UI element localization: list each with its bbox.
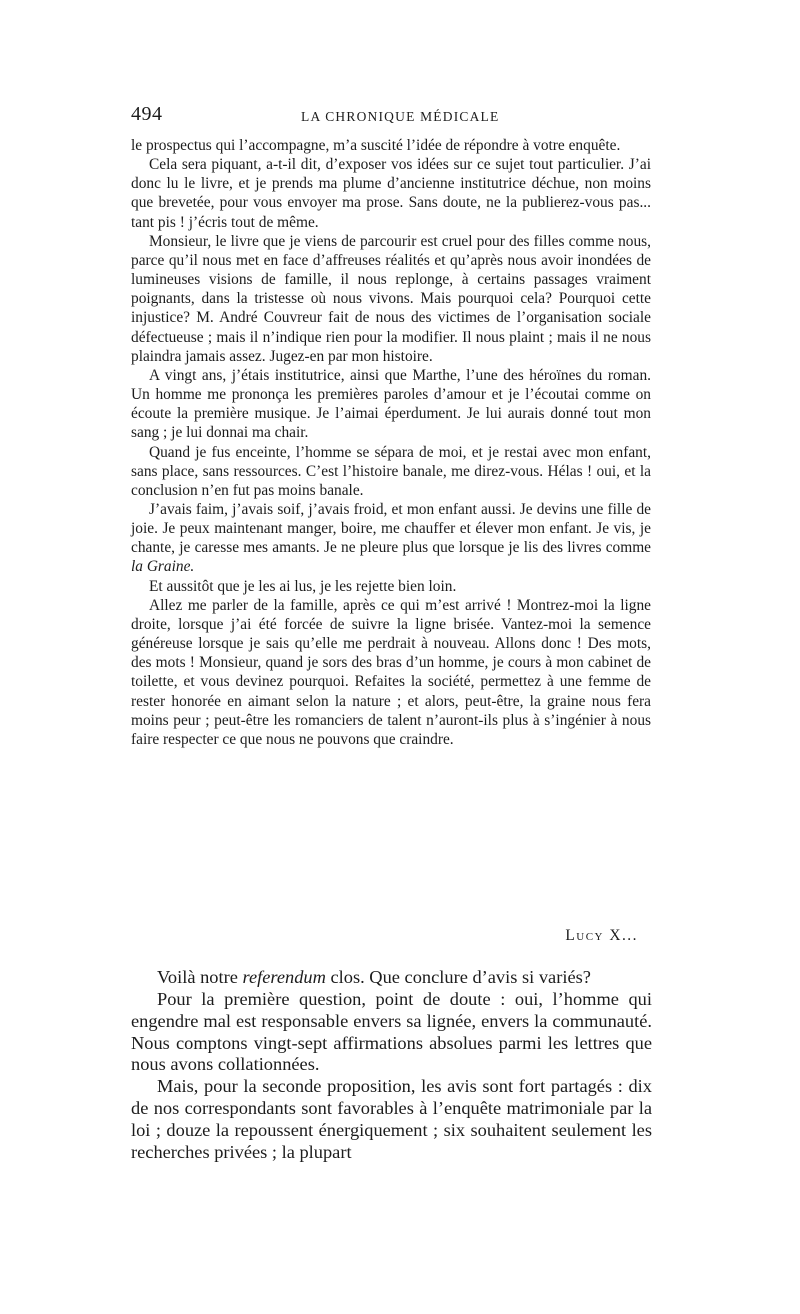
commentary-paragraph: Mais, pour la seconde proposition, les avis sont fort partagés : dix de nos correspondants sont favorables à l’enquête matrimoniale par la loi ; douze la repoussent énergiquement ; six souhaitent seulement les recherches privées ; la plupart — [131, 1076, 652, 1162]
letter-paragraph — [131, 500, 651, 577]
signature-name: Lucy — [565, 927, 604, 944]
commentary-text: Voilà notre — [157, 967, 243, 987]
editorial-commentary — [131, 967, 652, 1164]
letter-paragraph: Quand je fus enceinte, l’homme se sépara de moi, et je restai avec mon enfant, sans place, sans ressources. C’est l’histoire banale, me direz-vous. Hélas ! oui, et la conclusion n’en fut pas moins banale. — [131, 443, 651, 499]
commentary-paragraph — [131, 967, 652, 989]
commentary-paragraph: Pour la première question, point de doute : oui, l’homme qui engendre mal est responsable envers sa lignée, envers la communauté. Nous comptons vingt-sept affirmations absolues parmi les lettres que nous avons collationnées. — [131, 988, 652, 1075]
letter-paragraph: le prospectus qui l’accompagne, m’a suscité l’idée de répondre à votre enquête. — [131, 137, 621, 154]
reader-letter — [131, 136, 651, 749]
book-title: la Graine. — [131, 558, 195, 576]
letter-signature — [565, 927, 638, 945]
commentary-text: clos. Que conclure d’avis si variés? — [325, 967, 591, 987]
letter-paragraph: Allez me parler de la famille, après ce qui m’est arrivé ! Montrez-moi la ligne droite, lorsque j’ai été forcée de suivre la ligne brisée. Vantez-moi la semence généreuse lorsque je sais qu’elle me perdrait à nouveau. Allons donc ! Des mots, des mots ! Monsieur, quand je sors des bras d’un homme, je cours à mon cabinet de toilette, et vous devinez pourquoi. Refaites la société, permettez à une femme de rester honorée en aimant selon la nature ; et alors, peut-être, la graine nous fera moins peur ; peut-être les romanciers de talent n’auront-ils plus à s’ingénier à nous faire respecter ce que nous ne pouvons que craindre. — [131, 596, 651, 748]
letter-paragraph: Et aussitôt que je les ai lus, je les rejette bien loin. — [149, 577, 457, 595]
referendum-term: referendum — [242, 967, 326, 987]
signature-initial: X... — [603, 927, 638, 944]
letter-paragraph-text: J’avais faim, j’avais soif, j’avais froid, et mon enfant aussi. Je devins une fille de joie. Je peux maintenant manger, boire, me chauffer et élever mon enfant. Je vis, je chante, je caresse mes amants. Je ne pleure plus que lorsque je lis des livres comme — [131, 500, 651, 557]
running-title: LA CHRONIQUE MÉDICALE — [301, 109, 500, 124]
letter-paragraph: A vingt ans, j’étais institutrice, ainsi que Marthe, l’une des héroïnes du roman. Un homme me prononça les premières paroles d’amour et je l’écoutai comme on écoute la première musique. Je l’aimai éperdument. Je lui aurais donné tout mon sang ; je lui donnai ma chair. — [131, 366, 651, 442]
page-number: 494 — [131, 103, 163, 125]
letter-paragraph: Monsieur, le livre que je viens de parcourir est cruel pour des filles comme nous, parce qu’il nous met en face d’affreuses réalités et qu’après nous avoir inondées de lumineuses visions de famille, il nous replonge, à certains passages vraiment poignants, dans la tristesse où nous vivons. Mais pourquoi cela? Pourquoi cette injustice? M. André Couvreur fait de nous des victimes de l’organisation sociale défectueuse ; mais il n’indique rien pour la modifier. Il nous plaint ; mais il ne nous plaindra jamais assez. Jugez-en par mon histoire. — [131, 232, 651, 365]
page-header — [131, 103, 651, 131]
letter-paragraph: Cela sera piquant, a-t-il dit, d’exposer vos idées sur ce sujet tout particulier. J’ai donc lu le livre, et je prends ma plume d’ancienne institutrice déchue, non moins que brevetée, pour vous envoyer ma prose. Sans doute, ne la publierez-vous pas... tant pis ! j’écris tout de même. — [131, 156, 651, 231]
